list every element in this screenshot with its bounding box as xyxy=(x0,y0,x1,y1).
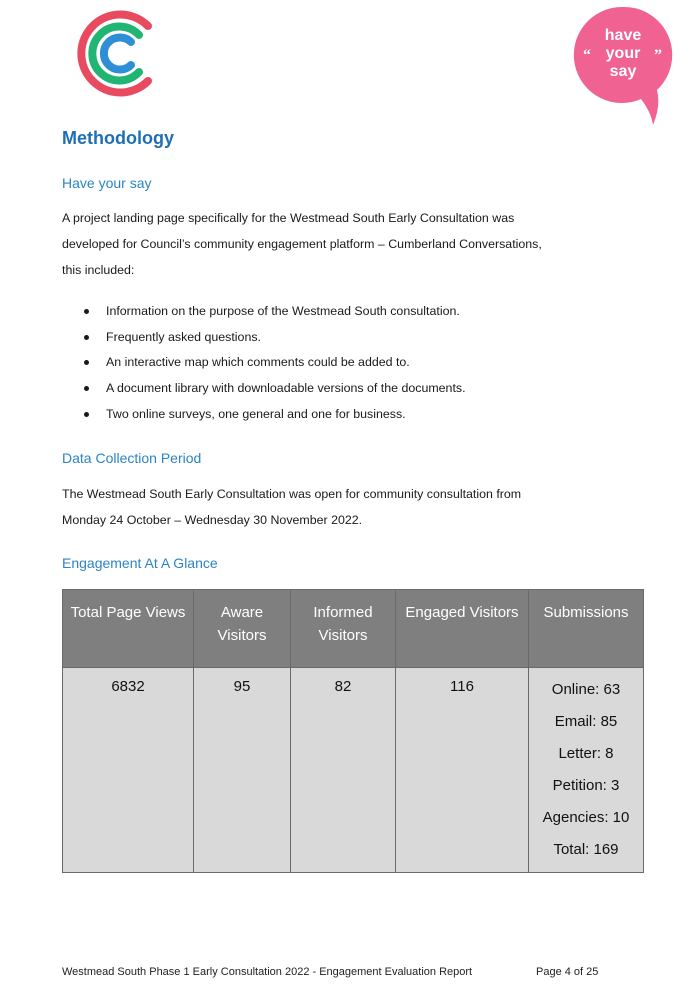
engagement-heading: Engagement At A Glance xyxy=(62,555,218,571)
list-item xyxy=(62,299,466,325)
submission-total: Total: 169 xyxy=(553,841,619,858)
list-item xyxy=(62,402,466,428)
list-item xyxy=(62,376,466,402)
header-total-page-views: Total Page Views xyxy=(63,590,194,668)
intro-line: developed for Council’s community engagement platform – Cumberland Conversations, xyxy=(62,237,542,251)
header-aware-visitors: Aware Visitors xyxy=(194,590,291,668)
list-item xyxy=(62,325,466,351)
data-collection-paragraph xyxy=(62,481,622,533)
quote-marks-icon: “ xyxy=(583,47,591,64)
feature-list xyxy=(62,299,466,427)
section-title: Methodology xyxy=(62,128,174,148)
list-item xyxy=(62,350,466,376)
submission-agencies: Agencies: 10 xyxy=(542,809,630,826)
header-engaged-visitors: Engaged Visitors xyxy=(396,590,529,668)
list-item-text: Two online surveys, one general and one for business. xyxy=(106,406,406,421)
logo-word-have: have xyxy=(604,27,642,44)
table-row xyxy=(63,668,644,873)
header-submissions: Submissions xyxy=(529,590,644,668)
footer-page-number: Page 4 of 25 xyxy=(536,966,599,978)
data-collection-line: Monday 24 October – Wednesday 30 November 2022. xyxy=(62,513,363,527)
have-your-say-logo xyxy=(571,4,674,128)
footer-title: Westmead South Phase 1 Early Consultation 2022 - Engagement Evaluation Report xyxy=(62,966,473,978)
intro-paragraph xyxy=(62,205,622,283)
submission-email: Email: 85 xyxy=(554,713,618,730)
bullet-icon xyxy=(84,335,89,340)
quote-marks-icon: ” xyxy=(654,47,662,64)
submission-letter: Letter: 8 xyxy=(558,745,614,762)
engaged-visitors-value: 116 xyxy=(396,668,529,873)
informed-visitors-value: 82 xyxy=(291,668,396,873)
data-collection-line: The Westmead South Early Consultation was open for community consultation from xyxy=(62,487,522,501)
submission-online: Online: 63 xyxy=(551,681,621,698)
list-item-text: Information on the purpose of the Westmead South consultation. xyxy=(106,304,460,318)
header-informed-visitors: Informed Visitors xyxy=(291,590,396,668)
data-collection-heading: Data Collection Period xyxy=(62,450,202,466)
logo-word-say: say xyxy=(609,63,637,80)
aware-visitors-value: 95 xyxy=(194,668,291,873)
list-item-text: An interactive map which comments could be added to. xyxy=(106,355,410,370)
bullet-icon xyxy=(84,360,89,365)
council-c-logo xyxy=(65,6,160,101)
table-header-row xyxy=(63,590,644,668)
bullet-icon xyxy=(84,386,89,391)
bullet-icon xyxy=(84,412,89,417)
intro-line: A project landing page specifically for the Westmead South Early Consultation was xyxy=(62,211,515,225)
logo-word-your: your xyxy=(605,45,641,62)
bullet-icon xyxy=(84,309,89,314)
submission-petition: Petition: 3 xyxy=(552,777,620,794)
engagement-table xyxy=(62,589,644,873)
submissions-cell xyxy=(529,668,644,873)
have-your-say-heading: Have your say xyxy=(62,175,152,191)
intro-line: this included: xyxy=(62,263,135,277)
list-item-text: A document library with downloadable versions of the documents. xyxy=(106,381,466,396)
list-item-text: Frequently asked questions. xyxy=(106,329,261,344)
total-page-views-value: 6832 xyxy=(63,668,194,873)
